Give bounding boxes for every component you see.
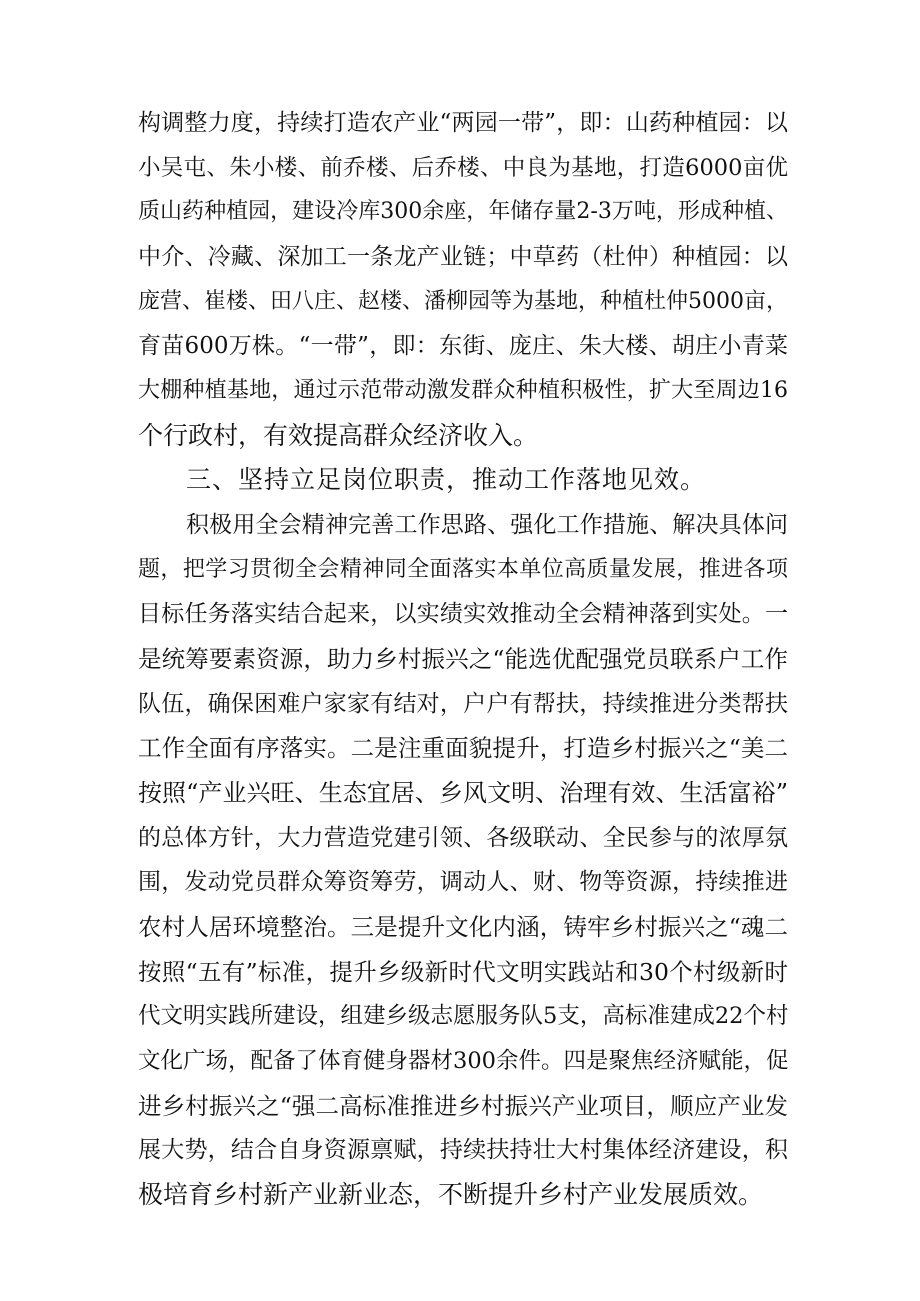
paragraph-2-line: 题，把学习贯彻全会精神同全面落实本单位高质量发展，推进各项 [138,557,788,582]
section-heading: 三、坚持立足岗位职责，推动工作落地见效。 [186,465,707,494]
paragraph-2-line: 农村人居环境整治。三是提升文化内涵，铸牢乡村振兴之“魂二 [138,913,788,941]
paragraph-2-line: 进乡村振兴之“强二高标准推进乡村振兴产业项目，顺应产业发 [138,1092,788,1120]
paragraph-1-line: 育苗600万株。“一带”，即：东街、庞庄、朱大楼、胡庄小青菜 [138,333,788,359]
paragraph-1-line: 构调整力度，持续打造农产业“两园一带”，即：山药种植园：以 [138,110,788,136]
paragraph-2-line: 目标任务落实结合起来，以实绩实效推动全会精神落到实处。一 [138,601,788,627]
paragraph-1-line: 质山药种植园，建设冷库300余座，年储存量2-3万吨，形成种植、 [138,199,788,224]
paragraph-2-line: 积极用全会精神完善工作思路、强化工作措施、解决具体问 [186,512,788,538]
paragraph-1-line: 大棚种植基地，通过示范带动激发群众种植积极性，扩大至周边16 [138,378,788,403]
paragraph-2-line: 队伍，确保困难户家家有结对，户户有帮扶，持续推进分类帮扶 [138,691,788,717]
paragraph-2-line: 围，发动党员群众筹资筹劳，调动人、财、物等资源，持续推进 [138,869,788,895]
paragraph-1-line: 中介、冷藏、深加工一条龙产业链；中草药（杜仲）种植园：以 [138,244,788,270]
paragraph-2-line: 展大势，结合自身资源禀赋，持续扶持壮大村集体经济建设，积 [138,1137,788,1163]
paragraph-1-line: 小吴屯、朱小楼、前乔楼、后乔楼、中良为基地，打造6000亩优 [138,155,788,181]
paragraph-2-line: 极培育乡村新产业新业态，不断提升乡村产业发展质效。 [138,1180,764,1209]
paragraph-2-line: 文化广场，配备了体育健身器材300余件。四是聚焦经济赋能，促 [138,1048,789,1074]
paragraph-1-line: 个行政村，有效提高群众经济收入。 [138,421,539,450]
paragraph-2-line: 按照“产业兴旺、生态宜居、乡风文明、治理有效、生活富裕” [138,779,788,807]
paragraph-2-line: 的总体方针，大力营造党建引领、各级联动、全民参与的浓厚氛 [138,825,788,851]
paragraph-2-line: 工作全面有序落实。二是注重面貌提升，打造乡村振兴之“美二 [138,734,788,762]
paragraph-2-line: 按照“五有”标准，提升乡级新时代文明实践站和30个村级新时 [138,958,788,986]
paragraph-1-line: 庞营、崔楼、田八庄、赵楼、潘柳园等为基地，种植杜仲5000亩， [138,289,788,314]
paragraph-2-line: 代文明实践所建设，组建乡级志愿服务队5支，高标准建成22个村 [138,1003,789,1029]
paragraph-2-line: 是统筹要素资源，助力乡村振兴之“能选优配强党员联系户工作 [138,645,788,673]
